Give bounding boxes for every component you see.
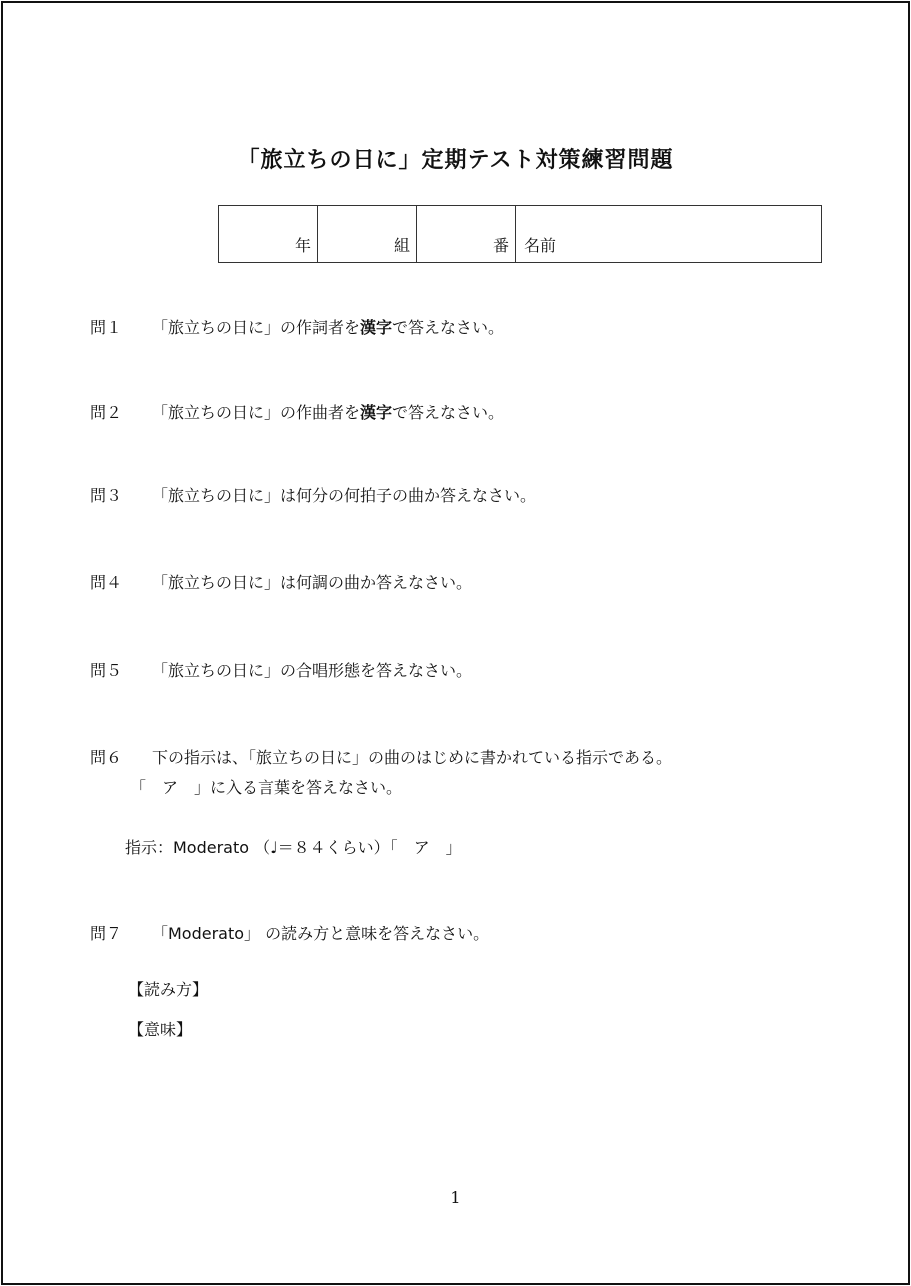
question-number: 問７ bbox=[90, 924, 123, 943]
question-number: 問２ bbox=[90, 403, 123, 422]
question-text: 「旅立ちの日に」の作曲者を bbox=[152, 403, 361, 422]
question-number: 問１ bbox=[90, 318, 123, 337]
question-3 bbox=[90, 483, 536, 506]
question-text: 下の指示は、「旅立ちの日に」の曲のはじめに書かれている指示である。 bbox=[152, 748, 673, 767]
question-text: 「旅立ちの日に」は何分の何拍子の曲か答えなさい。 bbox=[152, 486, 537, 505]
question-text: 「旅立ちの日に」の作詞者を bbox=[152, 318, 361, 337]
name-entry-table bbox=[218, 205, 822, 263]
meaning-label: 【意味】 bbox=[128, 1020, 193, 1039]
question-text: 「Moderato」 の読み方と意味を答えなさい。 bbox=[152, 924, 490, 943]
question-emphasis: 漢字 bbox=[360, 403, 393, 422]
class-field[interactable] bbox=[318, 206, 417, 263]
question-number: 問６ bbox=[90, 748, 123, 767]
question-number: 問５ bbox=[90, 661, 123, 680]
number-field[interactable] bbox=[417, 206, 516, 263]
name-field[interactable] bbox=[516, 206, 822, 263]
question-number: 問４ bbox=[90, 573, 123, 592]
question-4 bbox=[90, 570, 472, 593]
question-6 bbox=[90, 745, 672, 768]
question-text-end: で答えなさい。 bbox=[392, 403, 505, 422]
page-border bbox=[1, 1, 910, 1285]
question-2 bbox=[90, 400, 504, 423]
question-7 bbox=[90, 921, 489, 944]
question-6-instruction: 指示：Moderato （♩＝８４くらい）「 ア 」 bbox=[125, 838, 462, 857]
question-number: 問３ bbox=[90, 486, 123, 505]
question-text-end: で答えなさい。 bbox=[392, 318, 505, 337]
question-emphasis: 漢字 bbox=[360, 318, 393, 337]
number-label: 番 bbox=[492, 236, 509, 255]
page-title: 「旅立ちの日に」定期テスト対策練習問題 bbox=[237, 148, 674, 173]
question-1 bbox=[90, 315, 504, 338]
reading-label: 【読み方】 bbox=[128, 980, 209, 999]
year-label: 年 bbox=[294, 236, 311, 255]
question-text: 「旅立ちの日に」の合唱形態を答えなさい。 bbox=[152, 661, 473, 680]
question-5 bbox=[90, 658, 472, 681]
name-label: 名前 bbox=[524, 236, 557, 255]
page-number: 1 bbox=[450, 1188, 461, 1207]
year-field[interactable] bbox=[219, 206, 318, 263]
question-6-line-2: 「 ア 」に入る言葉を答えなさい。 bbox=[130, 778, 403, 797]
question-text: 「旅立ちの日に」は何調の曲か答えなさい。 bbox=[152, 573, 473, 592]
class-label: 組 bbox=[393, 236, 410, 255]
